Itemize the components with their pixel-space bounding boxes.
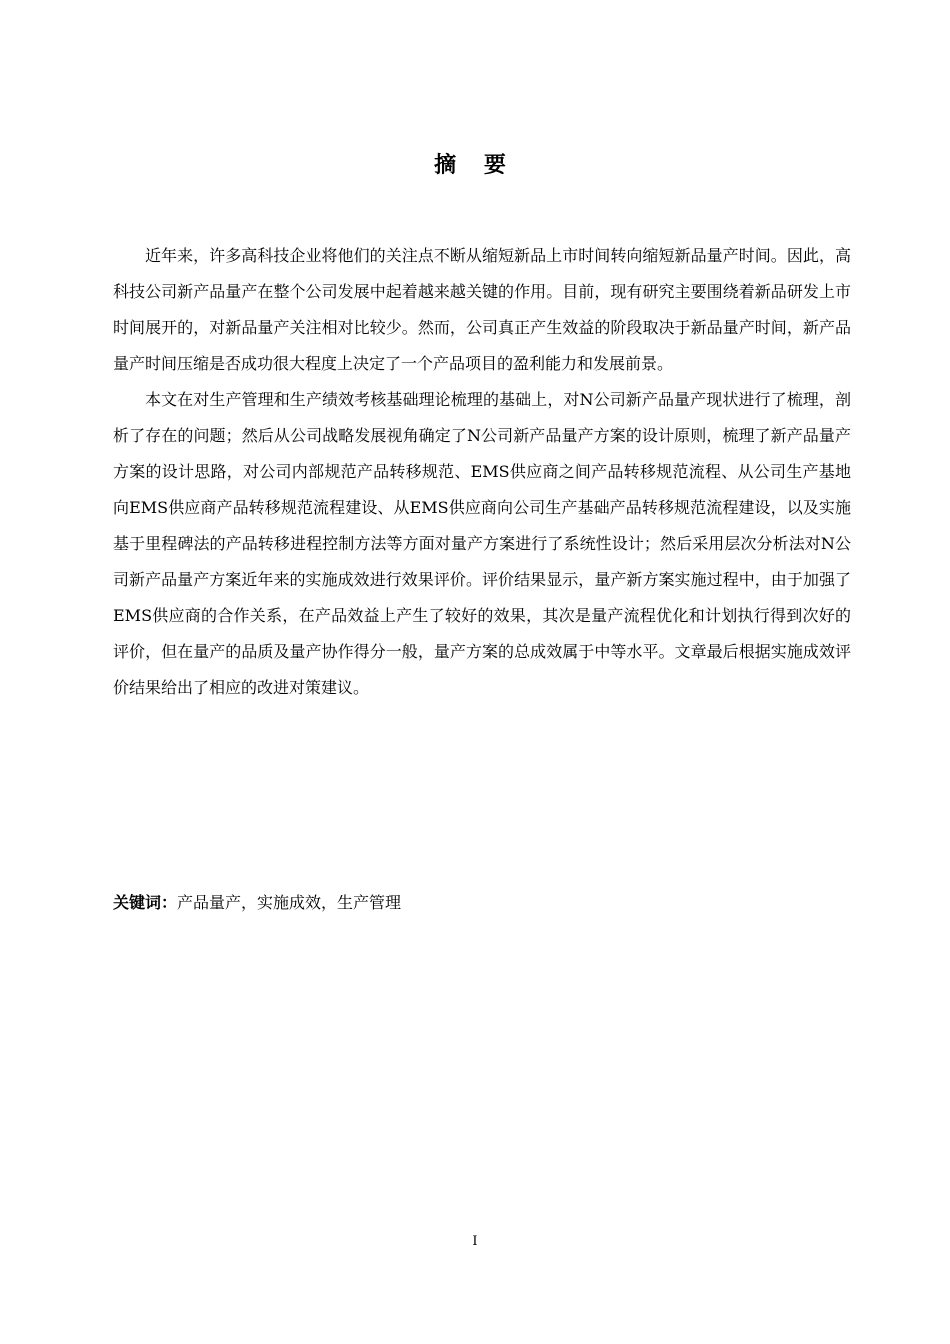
abstract-paragraph-2: 本文在对生产管理和生产绩效考核基础理论梳理的基础上，对N公司新产品量产现状进行了梳理，剖析了存在的问题；然后从公司战略发展视角确定了N公司新产品量产方案的设计原则，梳理了新产品量产方案的设计思路，对公司内部规范产品转移规范、EMS供应商之间产品转移规范流程、从公司生产基地向EMS供应商产品转移规范流程建设、从EMS供应商向公司生产基础产品转移规范流程建设，以及实施基于里程碑法的产品转移进程控制方法等方面对量产方案进行了系统性设计；然后采用层次分析法对N公司新产品量产方案近年来的实施成效进行效果评价。评价结果显示，量产新方案实施过程中，由于加强了EMS供应商的合作关系，在产品效益上产生了较好的效果，其次是量产流程优化和计划执行得到次好的评价，但在量产的品质及量产协作得分一般，量产方案的总成效属于中等水平。文章最后根据实施成效评价结果给出了相应的改进对策建议。 [113,390,851,697]
abstract-title: 摘 要 [434,153,516,178]
keywords-value: 产品量产，实施成效，生产管理 [177,893,402,912]
keywords-label: 关键词： [113,893,178,912]
keywords-line [113,888,851,918]
page-number: I [472,1234,478,1249]
abstract-body [113,238,851,706]
abstract-paragraph-1: 近年来，许多高科技企业将他们的关注点不断从缩短新品上市时间转向缩短新品量产时间。因此，高科技公司新产品量产在整个公司发展中起着越来越关键的作用。目前，现有研究主要围绕着新品研发上市时间展开的，对新品量产关注相对比较少。然而，公司真正产生效益的阶段取决于新品量产时间，新产品量产时间压缩是否成功很大程度上决定了一个产品项目的盈利能力和发展前景。 [113,246,851,373]
